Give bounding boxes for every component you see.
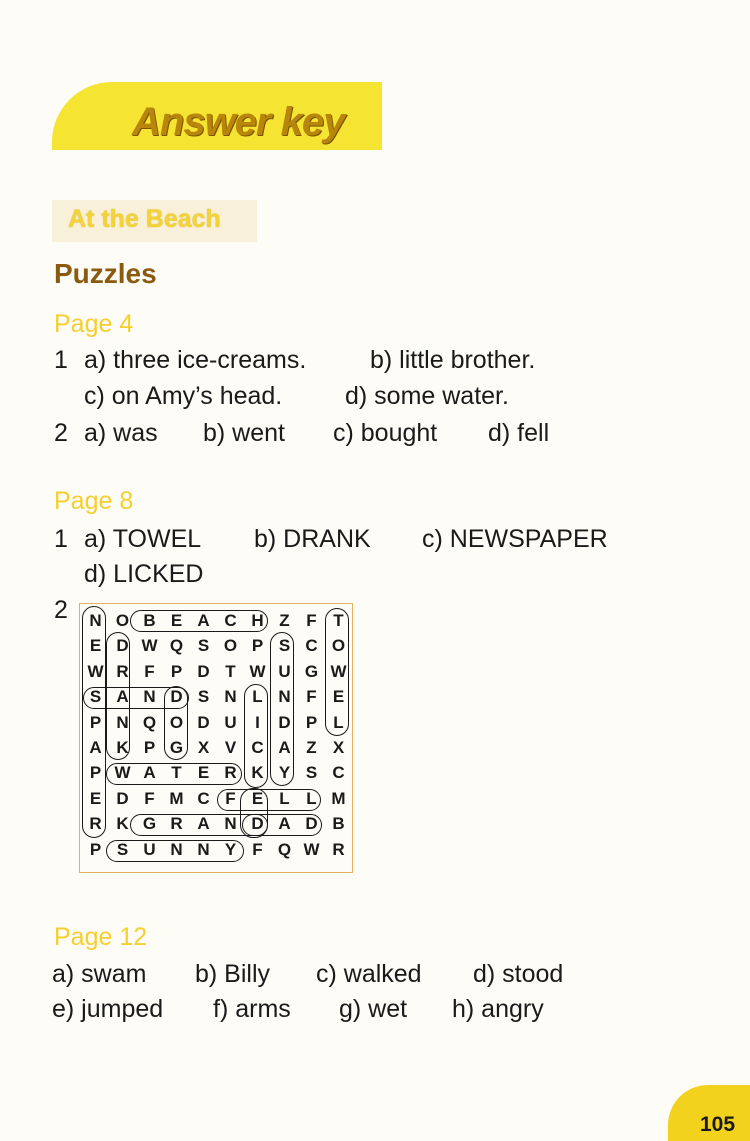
- grid-cell: D: [116, 636, 129, 656]
- grid-cell: T: [333, 611, 344, 630]
- grid-cell: V: [224, 737, 237, 757]
- grid-cell: C: [197, 788, 210, 808]
- puzzles-heading: Puzzles: [54, 258, 157, 289]
- page4-q2-d: d) fell: [488, 419, 550, 447]
- grid-cell: N: [278, 687, 291, 707]
- page4-q2-number: 2: [54, 419, 68, 447]
- page4-q1-c: c) on Amy’s head.: [84, 382, 283, 410]
- page4-q1-b: b) little brother.: [370, 346, 536, 374]
- grid-cell: N: [197, 839, 210, 859]
- grid-cell: R: [332, 839, 345, 859]
- page-title: Answer key: [132, 100, 345, 144]
- grid-cell: N: [224, 687, 237, 707]
- grid-cell: A: [89, 737, 102, 757]
- grid-cell: B: [332, 814, 345, 834]
- grid-cell: R: [224, 763, 237, 783]
- grid-cell: P: [251, 636, 264, 656]
- grid-cell: X: [332, 737, 345, 757]
- page4-q1-d: d) some water.: [345, 382, 509, 410]
- grid-cell: R: [116, 661, 129, 681]
- grid-cell: N: [89, 611, 102, 630]
- grid-cell: N: [224, 814, 237, 834]
- grid-cell: D: [170, 687, 183, 707]
- grid-cell: M: [331, 788, 346, 808]
- page8-q1-b: b) DRANK: [254, 525, 371, 553]
- loop-fell: [217, 789, 321, 811]
- page4-q1-number: 1: [54, 346, 68, 374]
- grid-cell: Z: [306, 737, 317, 757]
- grid-cell: K: [116, 814, 129, 834]
- grid-cell: F: [225, 788, 236, 808]
- grid-cell: Y: [224, 839, 237, 859]
- grid-cell: Q: [277, 839, 292, 859]
- grid-cell: L: [252, 687, 263, 707]
- page8-label: Page 8: [54, 487, 134, 515]
- grid-cell: I: [255, 712, 260, 732]
- grid-cell: A: [197, 814, 210, 834]
- grid-cell: M: [169, 788, 184, 808]
- grid-cell: D: [197, 712, 210, 732]
- grid-cell: A: [116, 687, 129, 707]
- page4-label: Page 4: [54, 310, 134, 338]
- loop-water: [106, 763, 242, 785]
- grid-cell: W: [141, 636, 158, 656]
- grid-cell: S: [116, 839, 129, 859]
- page8-q1-number: 1: [54, 525, 68, 553]
- page8-q1-a: a) TOWEL: [84, 525, 202, 553]
- grid-cell: R: [89, 814, 102, 834]
- page12-e: e) jumped: [52, 995, 164, 1023]
- page12-label: Page 12: [54, 923, 148, 951]
- grid-cell: L: [279, 788, 290, 808]
- grid-cell: F: [144, 788, 155, 808]
- grid-cell: E: [89, 636, 102, 656]
- loop-sunny: [106, 840, 244, 862]
- grid-cell: S: [89, 687, 102, 707]
- grid-cell: D: [278, 712, 291, 732]
- grid-cell: E: [89, 788, 102, 808]
- grid-cell: E: [251, 788, 264, 808]
- grid-cell: E: [170, 611, 183, 630]
- grid-cell: N: [170, 839, 183, 859]
- grid-cell: A: [278, 814, 291, 834]
- page12-g: g) wet: [339, 995, 408, 1023]
- grid-cell: O: [169, 712, 184, 732]
- grid-cell: P: [89, 839, 102, 859]
- grid-cell: D: [251, 814, 264, 834]
- grid-cell: C: [332, 763, 345, 783]
- grid-cell: K: [251, 763, 264, 783]
- page8-q1-c: c) NEWSPAPER: [422, 525, 608, 553]
- grid-cell: A: [197, 611, 210, 630]
- grid-cell: C: [251, 737, 264, 757]
- grid-cell: T: [171, 763, 182, 783]
- loop-licked: [244, 684, 268, 788]
- loop-ed: [240, 788, 268, 838]
- grid-cell: O: [223, 636, 238, 656]
- grid-cell: H: [251, 611, 264, 630]
- loop-sundays: [270, 632, 294, 786]
- grid-cell: Y: [278, 763, 291, 783]
- grid-cell: S: [305, 763, 318, 783]
- grid-cell: G: [142, 814, 157, 834]
- grid-cell: F: [306, 611, 317, 630]
- grid-cell: D: [116, 788, 129, 808]
- page12-f: f) arms: [213, 995, 291, 1023]
- page4-q2-c: c) bought: [333, 419, 438, 447]
- page12-d: d) stood: [473, 960, 564, 988]
- grid-cell: F: [252, 839, 263, 859]
- grid-cell: E: [197, 763, 210, 783]
- grid-cell: U: [143, 839, 156, 859]
- grid-cell: N: [116, 712, 129, 732]
- grid-cell: Q: [142, 712, 157, 732]
- grid-cell: P: [89, 712, 102, 732]
- grid-cell: P: [89, 763, 102, 783]
- grid-cell: W: [249, 661, 266, 681]
- grid-cell: P: [170, 661, 183, 681]
- grid-cell: B: [143, 611, 156, 630]
- grid-cell: K: [116, 737, 129, 757]
- grid-cell: A: [278, 737, 291, 757]
- grid-cell: S: [278, 636, 291, 656]
- grid-cell: O: [331, 636, 346, 656]
- grid-cell: E: [332, 687, 345, 707]
- grid-cell: D: [197, 661, 210, 681]
- grid-cell: U: [224, 712, 237, 732]
- loop-newspaper: [82, 606, 106, 838]
- page12-b: b) Billy: [195, 960, 271, 988]
- grid-cell: W: [87, 661, 104, 681]
- page4-q2-b: b) went: [203, 419, 285, 447]
- grid-cell: C: [305, 636, 318, 656]
- grid-cell: Q: [169, 636, 184, 656]
- grid-cell: X: [197, 737, 210, 757]
- section-label: At the Beach: [68, 205, 221, 233]
- grid-cell: N: [143, 687, 156, 707]
- grid-cell: P: [143, 737, 156, 757]
- grid-cell: U: [278, 661, 291, 681]
- loop-beach: [130, 610, 268, 632]
- grid-cell: W: [330, 661, 347, 681]
- grid-cell: F: [144, 661, 155, 681]
- grid-cell: O: [115, 611, 130, 630]
- page4-q1-a: a) three ice-creams.: [84, 346, 307, 374]
- grid-cell: T: [225, 661, 236, 681]
- grid-cell: Z: [279, 611, 290, 630]
- loop-towel: [325, 608, 349, 736]
- grid-cell: L: [333, 712, 344, 732]
- page12-h: h) angry: [452, 995, 544, 1023]
- page12-c: c) walked: [316, 960, 422, 988]
- loop-dog: [164, 686, 188, 760]
- grid-cell: S: [197, 636, 210, 656]
- page-number: 105: [700, 1113, 736, 1136]
- grid-cell: G: [169, 737, 184, 757]
- page12-a: a) swam: [52, 960, 147, 988]
- page8-q1-d: d) LICKED: [84, 560, 204, 588]
- grid-cell: A: [143, 763, 156, 783]
- grid-cell: D: [305, 814, 318, 834]
- grid-cell: G: [304, 661, 319, 681]
- page8-q2-number: 2: [54, 596, 68, 624]
- grid-cell: S: [197, 687, 210, 707]
- grid-cell: P: [305, 712, 318, 732]
- grid-cell: C: [224, 611, 237, 630]
- grid-cell: R: [170, 814, 183, 834]
- loop-drank: [106, 632, 130, 760]
- grid-cell: W: [114, 763, 131, 783]
- page4-q2-a: a) was: [84, 419, 158, 447]
- grid-cell: W: [303, 839, 320, 859]
- grid-cell: L: [306, 788, 317, 808]
- grid-cell: F: [306, 687, 317, 707]
